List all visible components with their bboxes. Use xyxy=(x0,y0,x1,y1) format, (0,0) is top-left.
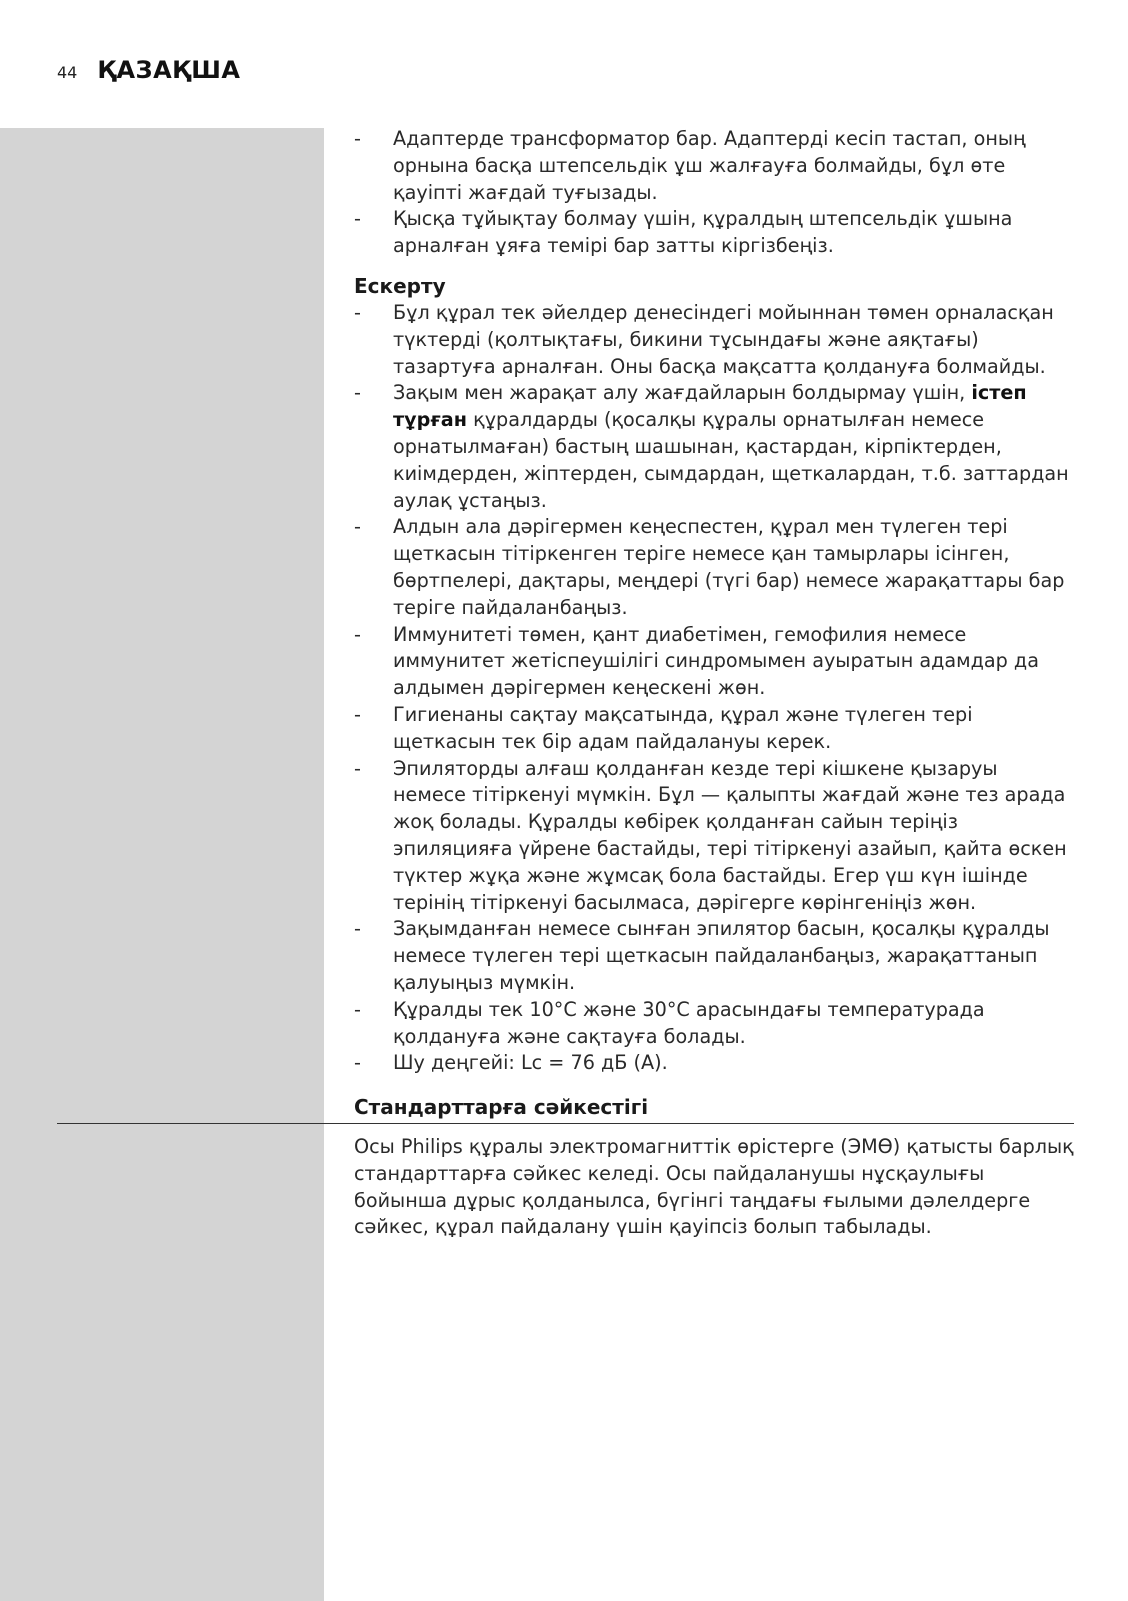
list-item xyxy=(354,1050,1074,1077)
text-run: құралдарды (қосалқы құралы орнатылған немесе орнатылмаған) бастың шашынан, қастардан, кірпіктерден, киімдерден, жіптерден, сымдардан, щеткалардан, т.б. заттардан аулақ ұстаңыз. xyxy=(393,408,1069,512)
dash-bullet: - xyxy=(354,1051,361,1075)
dash-bullet: - xyxy=(354,917,361,941)
section-divider xyxy=(57,1123,1074,1124)
list-item xyxy=(354,997,1074,1051)
left-margin-panel xyxy=(0,128,324,1601)
list-item-text: Шу деңгейі: Lc = 76 дБ (A). xyxy=(393,1051,668,1075)
list-item-text: Иммунитеті төмен, қант диабетімен, гемофилия немесе иммунитет жетіспеушілігі синдромымен ауыратын адамдар да алдымен дәрігермен кеңескені жөн. xyxy=(393,622,1039,700)
page-number: 44 xyxy=(57,63,78,82)
list-item xyxy=(354,126,1074,206)
dash-bullet: - xyxy=(354,127,361,150)
caution-heading: Ескерту xyxy=(354,273,446,298)
dash-bullet: - xyxy=(354,702,361,726)
list-item-text xyxy=(393,381,1069,511)
intro-list xyxy=(354,126,1074,260)
list-item-text: Гигиенаны сақтау мақсатында, құрал және түлеген тері щеткасын тек бір адам пайдалануы керек. xyxy=(393,702,973,753)
standards-paragraph: Осы Philips құралы электромагниттік өрістерге (ЭМӨ) қатысты барлық стандарттарға сәйкес келеді. Осы пайдаланушы нұсқаулығы бойынша дұрыс қолданылса, бүгінгі таңдағы ғылыми дәлелдерге сәйкес, құрал пайдалану үшін қауіпсіз болып табылады. xyxy=(354,1135,1074,1239)
page-header xyxy=(57,56,240,92)
list-item-text: Адаптерде трансформатор бар. Адаптерді кесіп тастап, оның орнына басқа штепсельдік ұш жалғауға болмайды, бұл өте қауіпті жағдай туғызады. xyxy=(393,127,1026,204)
list-item-text: Алдын ала дәрігермен кеңеспестен, құрал мен түлеген тері щеткасын тітіркенген теріге немесе қан тамырлары ісінген, бөртпелері, дақтары, меңдері (түгі бар) немесе жарақаттары бар теріге пайдаланбаңыз. xyxy=(393,515,1065,619)
text-run: Зақым мен жарақат алу жағдайларын болдырмау үшін, xyxy=(393,381,972,405)
list-item xyxy=(354,916,1074,996)
dash-bullet: - xyxy=(354,622,361,646)
dash-bullet: - xyxy=(354,756,361,780)
list-item-text: Қысқа тұйықтау болмау үшін, құралдың штепсельдік ұшына арналған ұяға темірі бар затты кіргізбеңіз. xyxy=(393,207,1013,258)
list-item xyxy=(354,756,1074,917)
language-title: ҚАЗАҚША xyxy=(97,56,241,84)
list-item-text: Құралды тек 10°C және 30°C арасындағы температурада қолдануға және сақтауға болады. xyxy=(393,997,985,1048)
dash-bullet: - xyxy=(354,515,361,539)
bold-emphasis: істеп тұрған xyxy=(393,381,1027,432)
dash-bullet: - xyxy=(354,997,361,1021)
main-content xyxy=(354,126,1074,1077)
dash-bullet: - xyxy=(354,381,361,405)
list-item xyxy=(354,702,1074,756)
list-item-text: Эпиляторды алғаш қолданған кезде тері кішкене қызаруы немесе тітіркенуі мүмкін. Бұл — қалыпты жағдай және тез арада жоқ болады. Құралды көбірек қолданған сайын теріңіз эпиляцияға үйрене бастайды, тері тітіркенуі азайып, қайта өскен түктер жұқа және жұмсақ бола бастайды. Егер үш күн ішінде терінің тітіркенуі басылмаса, дәрігерге көрінгеніңіз жөн. xyxy=(393,756,1067,914)
list-item-text: Бұл құрал тек әйелдер денесіндегі мойыннан төмен орналасқан түктерді (қолтықтағы, бикини тұсындағы және аяқтағы) тазартуға арналған. Оны басқа мақсатта қолдануға болмайды. xyxy=(393,300,1054,378)
list-item xyxy=(354,300,1074,380)
list-item xyxy=(354,380,1074,514)
standards-heading: Стандарттарға сәйкестігі xyxy=(354,1095,649,1119)
list-item-text: Зақымданған немесе сынған эпилятор басын, қосалқы құралды немесе түлеген тері щеткасын пайдаланбаңыз, жарақаттанып қалуыңыз мүмкін. xyxy=(393,917,1050,994)
list-item xyxy=(354,514,1074,621)
dash-bullet: - xyxy=(354,300,361,324)
dash-bullet: - xyxy=(354,207,361,231)
caution-list xyxy=(354,300,1074,1077)
list-item xyxy=(354,622,1074,702)
list-item xyxy=(354,206,1074,260)
